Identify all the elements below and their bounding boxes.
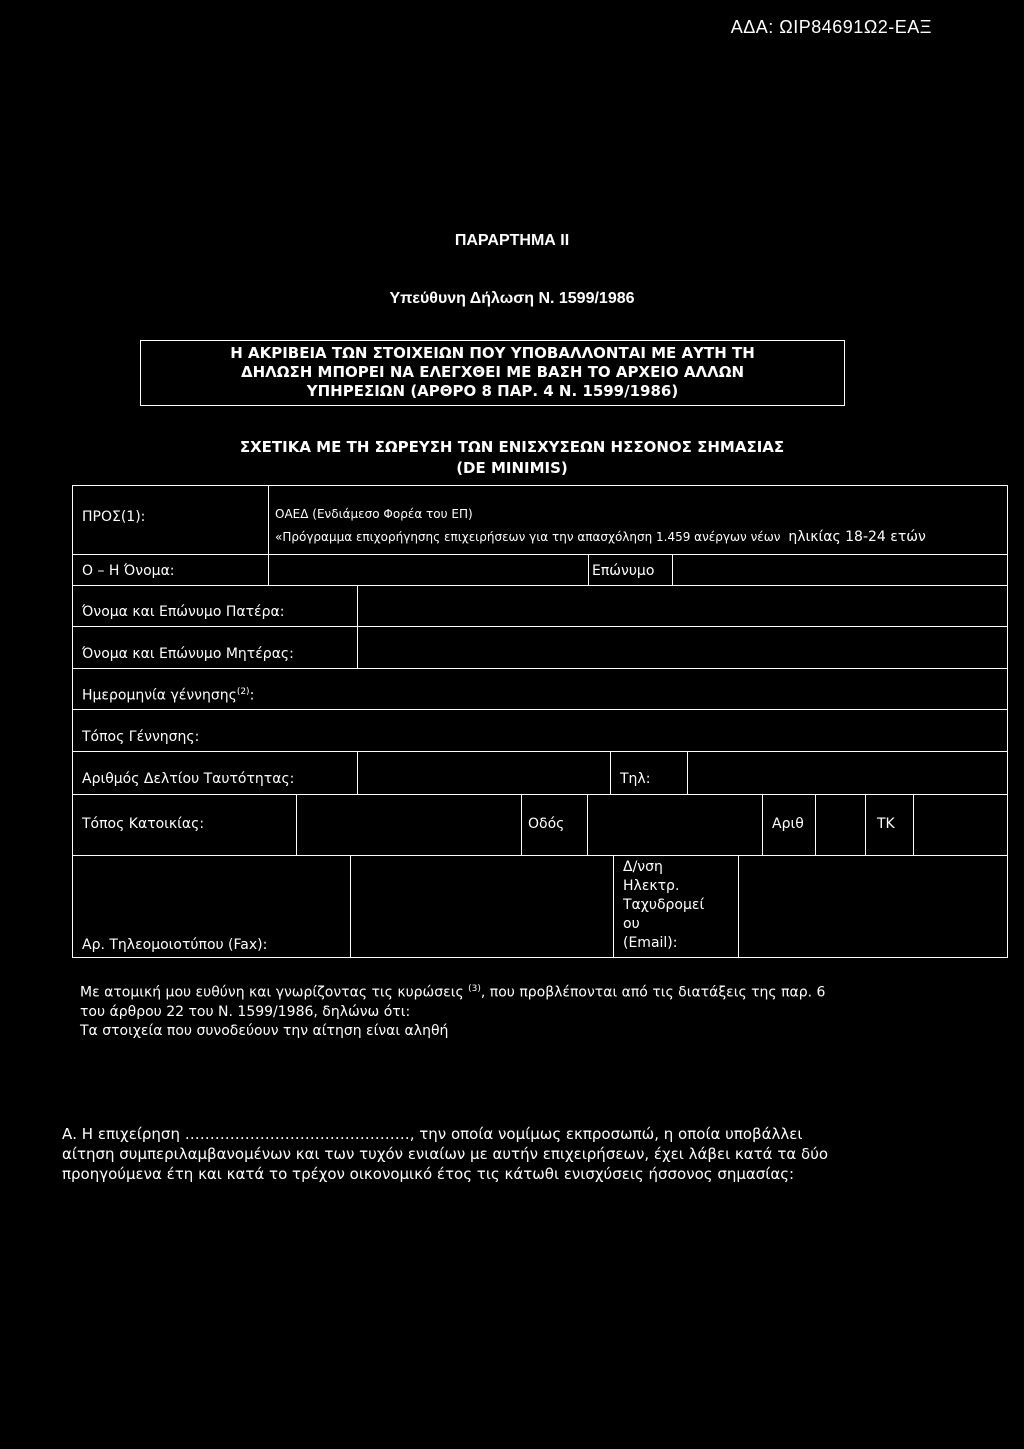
col-divider <box>357 751 358 794</box>
birthdate-footnote: (2) <box>236 687 250 697</box>
notice-box <box>140 340 845 406</box>
statement-line-1-text: Με ατομική μου ευθύνη και γνωρίζοντας τις κυρώσεις <box>80 984 469 1001</box>
statement-line-3: Τα στοιχεία που συνοδεύουν την αίτηση είναι αληθή <box>80 1022 449 1039</box>
statement-paragraph <box>80 980 980 1041</box>
row-divider <box>72 626 1008 627</box>
email-label <box>623 858 704 953</box>
col-divider <box>672 554 673 585</box>
birthdate-colon: : <box>249 687 255 704</box>
street-label: Οδός <box>528 816 565 832</box>
col-divider <box>913 794 914 855</box>
col-divider <box>587 794 588 855</box>
row-divider <box>72 709 1008 710</box>
birthdate-label <box>82 687 254 704</box>
col-divider <box>521 794 522 855</box>
row-divider <box>72 751 1008 752</box>
col-divider <box>762 794 763 855</box>
col-divider <box>865 794 866 855</box>
pros-value-text: «Πρόγραμμα επιχορήγησης επιχειρήσεων για την απασχόληση 1.459 ανέργων νέων <box>275 530 781 544</box>
birthdate-text: Ημερομηνία γέννησης <box>82 687 237 704</box>
email-label-line-4: ου <box>623 916 640 932</box>
surname-label: Επώνυμο <box>592 563 655 579</box>
notice-line-3: ΥΠΗΡΕΣΙΩΝ (ΑΡΘΡΟ 8 ΠΑΡ. 4 Ν. 1599/1986) <box>306 382 679 400</box>
pros-label: ΠΡΟΣ(1): <box>82 509 146 525</box>
statement-line-2: του άρθρου 22 του Ν. 1599/1986, δηλώνω ότι: <box>80 1003 411 1020</box>
subject-heading <box>0 437 1024 479</box>
row-divider <box>72 554 1008 555</box>
id-card-label: Αριθμός Δελτίου Ταυτότητας: <box>82 771 295 787</box>
col-divider <box>588 554 589 585</box>
section-a-line-1: Α. Η επιχείρηση ………………………………………, την οποία νομίμως εκπροσωπώ, η οποία υποβάλλει <box>62 1125 803 1143</box>
col-divider <box>738 855 739 958</box>
subject-line-1: ΣΧΕΤΙΚΑ ΜΕ ΤΗ ΣΩΡΕΥΣΗ ΤΩΝ ΕΝΙΣΧΥΣΕΩΝ ΗΣΣΟΝΟΣ ΣΗΜΑΣΙΑΣ <box>239 438 785 456</box>
email-label-line-1: Δ/νση <box>623 859 663 875</box>
row-divider <box>72 668 1008 669</box>
street-number-label: Αριθ <box>772 816 804 832</box>
email-label-line-2: Ηλεκτρ. <box>623 878 680 894</box>
row-divider <box>72 794 1008 795</box>
col-divider <box>357 585 358 668</box>
notice-line-1: Η ΑΚΡΙΒΕΙΑ ΤΩΝ ΣΤΟΙΧΕΙΩΝ ΠΟΥ ΥΠΟΒΑΛΛΟΝΤΑΙ ΜΕ ΑΥΤΗ ΤΗ <box>230 344 755 362</box>
statement-line-1-text-end: , που προβλέπονται από τις διατάξεις της παρ. 6 <box>480 984 826 1001</box>
annex-title: ΠΑΡΑΡΤΗΜΑ ΙΙ <box>454 232 570 249</box>
col-divider <box>613 855 614 958</box>
pros-value-tail: ηλικίας 18-24 ετών <box>788 529 926 545</box>
col-divider <box>296 794 297 855</box>
zip-code-label: ΤΚ <box>877 816 895 832</box>
phone-label: Τηλ: <box>620 771 651 787</box>
col-divider <box>268 485 269 585</box>
col-divider <box>687 751 688 794</box>
fax-label: Αρ. Τηλεομοιοτύπου (Fax): <box>82 937 268 953</box>
email-label-line-3: Ταχυδρομεί <box>623 897 705 913</box>
birthplace-label: Τόπος Γέννησης: <box>82 729 200 745</box>
ada-code: ΑΔΑ: ΩΙΡ84691Ω2-ΕΑΞ <box>730 17 932 37</box>
mother-name-label: Όνομα και Επώνυμο Μητέρας: <box>82 646 294 662</box>
section-a-paragraph <box>62 1124 982 1184</box>
col-divider <box>350 855 351 958</box>
pros-value-line-2 <box>275 529 1005 545</box>
name-label: Ο – Η Όνομα: <box>82 563 175 579</box>
row-divider <box>72 855 1008 856</box>
notice-line-2: ΔΗΛΩΣΗ ΜΠΟΡΕΙ ΝΑ ΕΛΕΓΧΘΕΙ ΜΕ ΒΑΣΗ ΤΟ ΑΡΧΕΙΟ ΑΛΛΩΝ <box>241 363 744 381</box>
declaration-title: Υπεύθυνη Δήλωση Ν. 1599/1986 <box>389 290 635 307</box>
residence-label: Τόπος Κατοικίας: <box>82 816 205 832</box>
subject-line-2: (DE MINIMIS) <box>456 459 568 477</box>
section-a-line-3: προηγούμενα έτη και κατά το τρέχον οικονομικό έτος τις κάτωθι ενισχύσεις ήσσονος σημασίας: <box>62 1165 795 1183</box>
section-a-line-2: αίτηση συμπεριλαμβανομένων και των τυχόν ενιαίων με αυτήν επιχειρήσεων, έχει λάβει κατά τα δύο <box>62 1145 829 1163</box>
pros-value-line-1: ΟΑΕΔ (Ενδιάμεσο Φορέα του ΕΠ) <box>275 507 473 521</box>
sanctions-footnote: (3) <box>468 984 481 994</box>
email-label-line-5: (Email): <box>623 935 678 951</box>
declaration-form <box>72 485 1008 958</box>
col-divider <box>610 751 611 794</box>
statement-line-1 <box>80 980 980 1003</box>
col-divider <box>815 794 816 855</box>
father-name-label: Όνομα και Επώνυμο Πατέρα: <box>82 604 285 620</box>
row-divider <box>72 585 1008 586</box>
